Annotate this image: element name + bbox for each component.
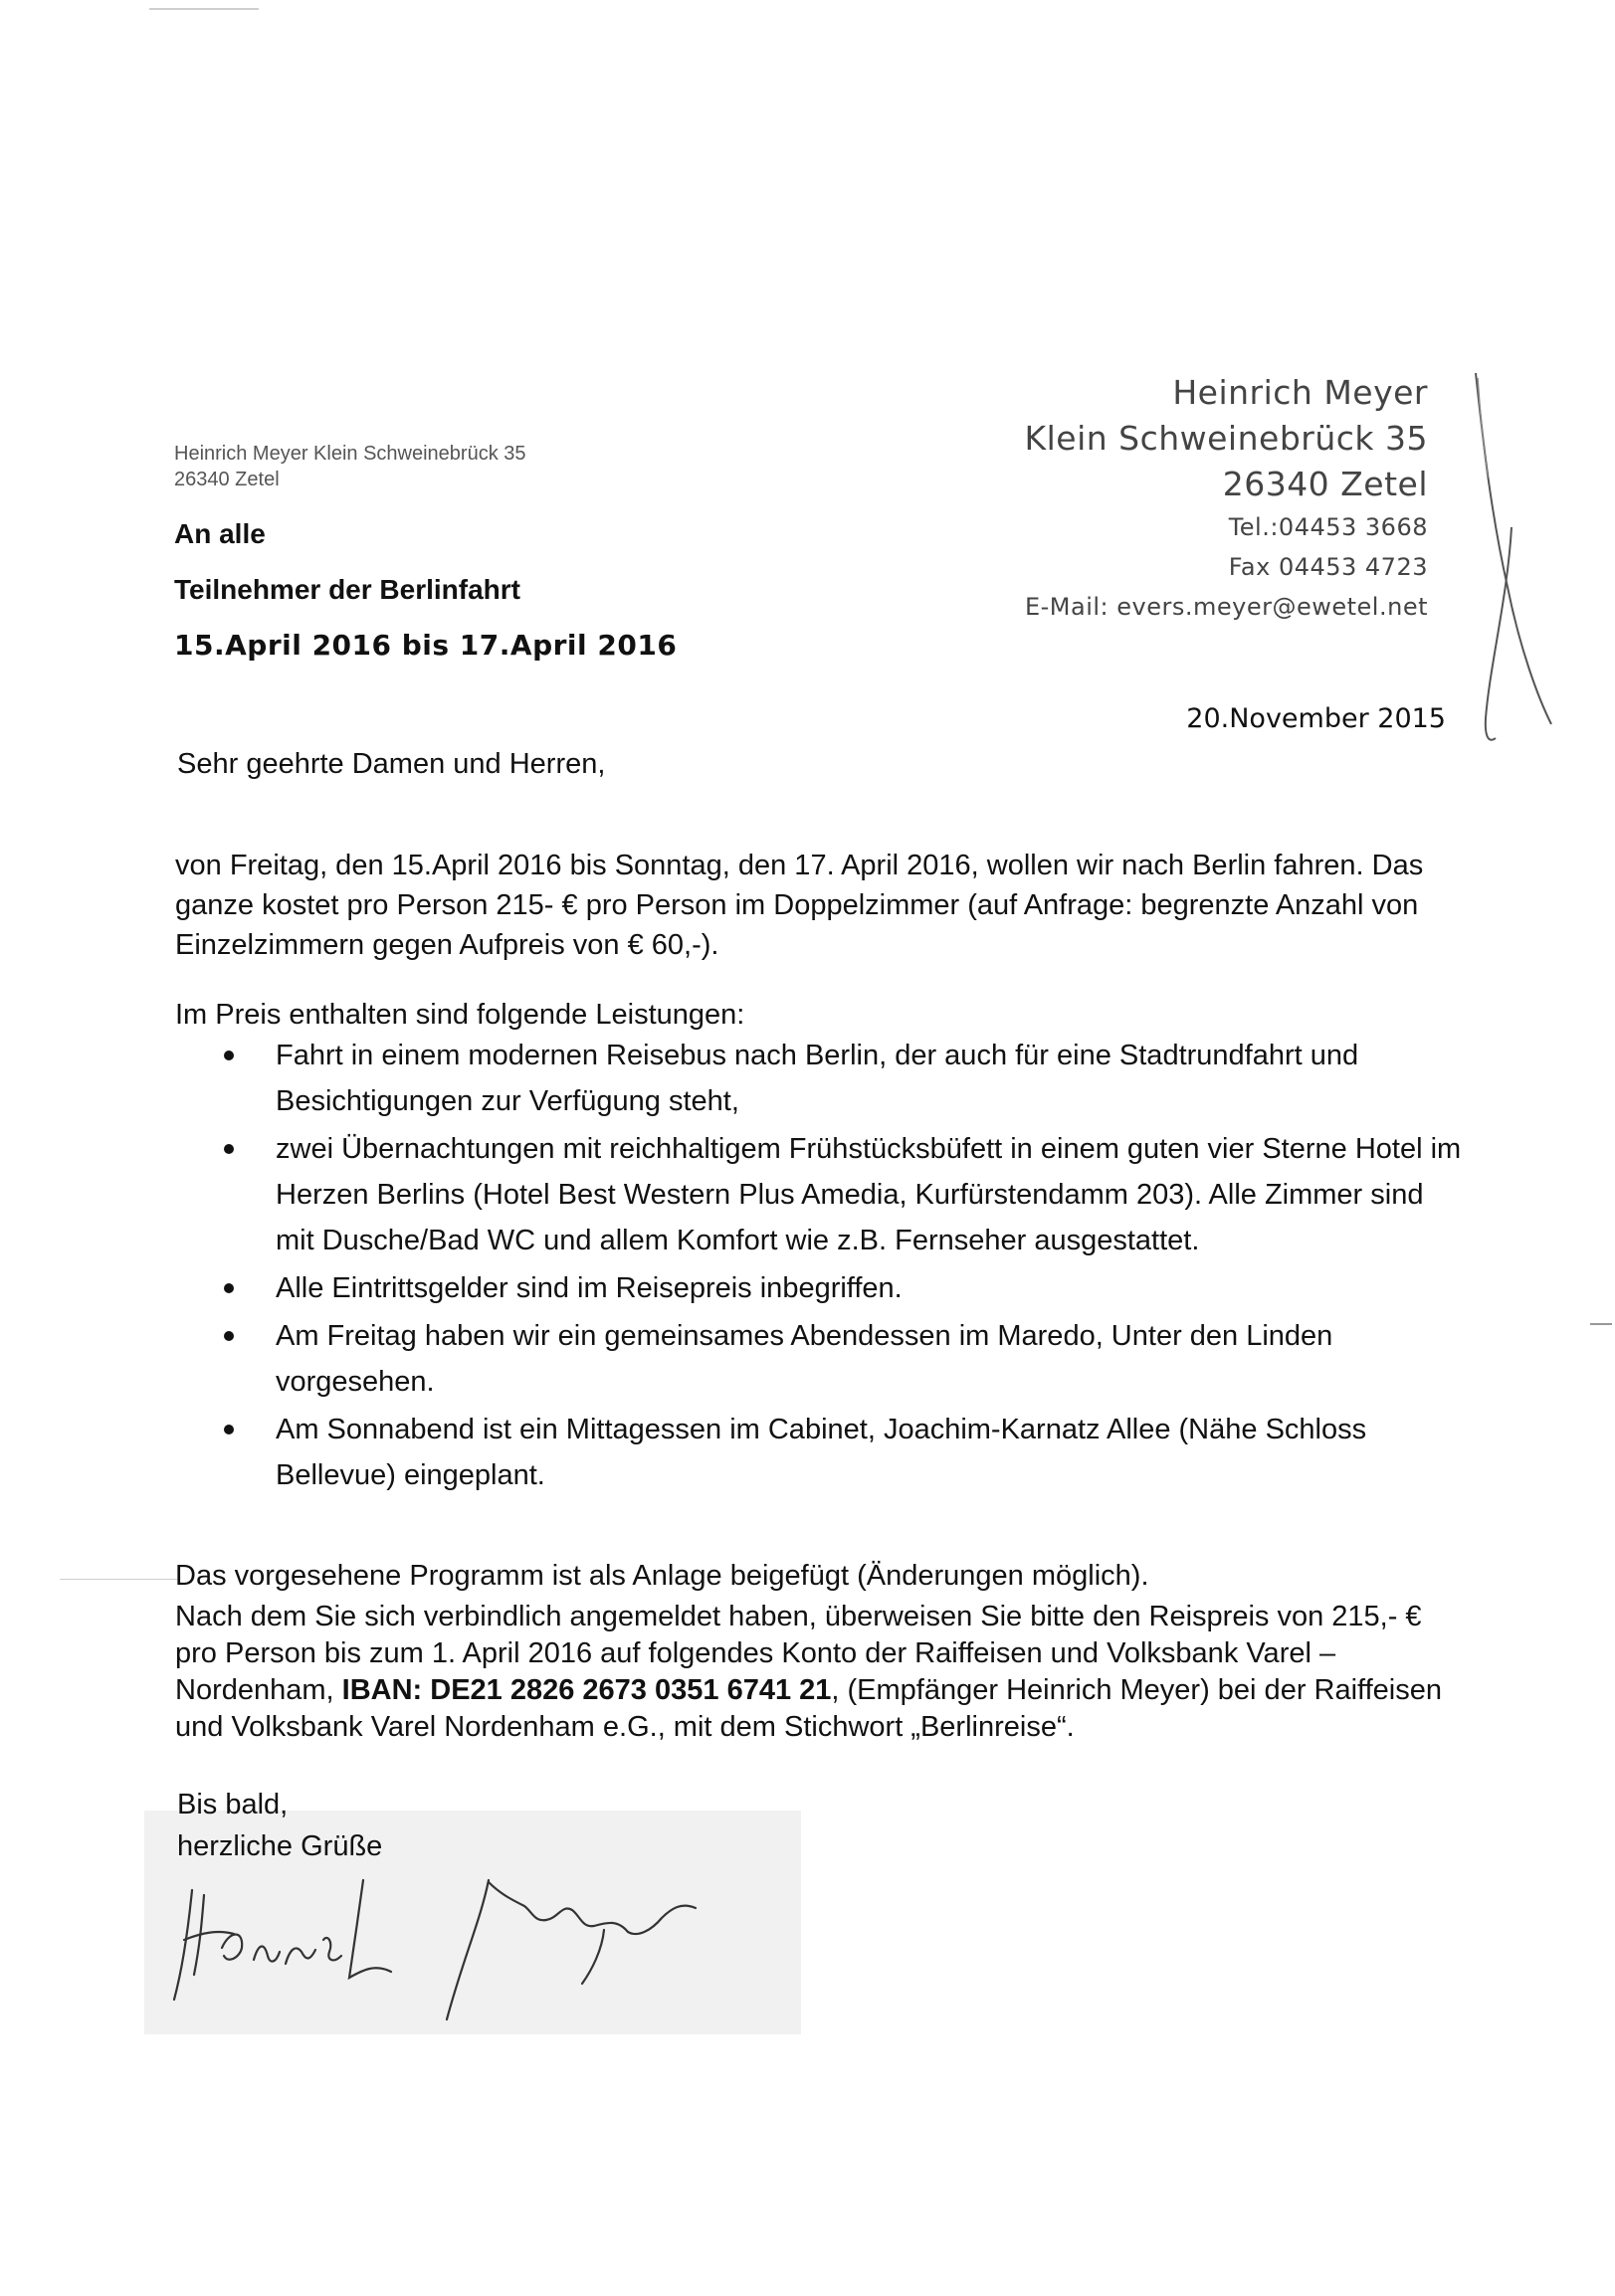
payment-text: , (Empfänger Heinrich Meyer) bei der Raiffeisen und Volksbank Varel Nordenham e.G., mit dem Stichwort „Berlinreise“. [175,1674,1442,1743]
list-item [214,1033,1468,1124]
list-item [214,1126,1468,1263]
scan-artifact [1590,1323,1612,1325]
bullet-icon [224,1144,234,1154]
recipient-line: Teilnehmer der Berlinfahrt [174,574,521,605]
list-item [214,1265,1468,1311]
scan-artifact [149,8,259,10]
list-item-text: Am Sonnabend ist ein Mittagessen im Cabinet, Joachim-Karnatz Allee (Nähe Schloss Bellevue) eingeplant. [276,1414,1367,1491]
letterhead-email: E-Mail: evers.meyer@ewetel.net [1024,593,1428,621]
salutation: Sehr geehrte Damen und Herren, [177,748,606,780]
closing [177,1784,382,1867]
handwritten-signature [164,1860,781,2029]
list-item-text: Alle Eintrittsgelder sind im Reisepreis inbegriffen. [276,1272,903,1304]
included-list [214,1033,1468,1500]
list-item-text: Am Freitag haben wir ein gemeinsames Abendessen im Maredo, Unter den Linden vorgesehen. [276,1320,1333,1398]
payment-paragraph [175,1599,1469,1746]
program-note: Das vorgesehene Programm ist als Anlage beigefügt (Änderungen möglich). [175,1560,1149,1592]
closing-line: herzliche Grüße [177,1830,383,1862]
payment-text: Nach dem Sie sich verbindlich angemeldet haben, überweisen Sie bitte den Reispreis von 215,- € pro Person bis zum 1. April 2016 auf folgendes Konto der Raiffeisen und Volksbank Varel – Nordenham, [175,1601,1422,1706]
letterhead-city: 26340 Zetel [1222,465,1428,503]
iban: IBAN: DE21 2826 2673 0351 6741 21 [341,1674,832,1706]
letter-date: 20.November 2015 [1186,703,1446,734]
included-heading: Im Preis enthalten sind folgende Leistungen: [175,999,745,1031]
sender-return-line: 26340 Zetel [174,469,280,490]
scan-artifact [60,1579,179,1580]
letterhead-phone: Tel.:04453 3668 [1228,513,1428,541]
letterhead-fax: Fax 04453 4723 [1228,553,1428,581]
sender-return-line: Heinrich Meyer Klein Schweinebrück 35 [174,443,526,465]
list-item [214,1407,1468,1498]
closing-line: Bis bald, [177,1789,289,1820]
bullet-icon [224,1331,234,1341]
list-item-text: zwei Übernachtungen mit reichhaltigem Frühstücksbüfett in einem guten vier Sterne Hotel im Herzen Berlins (Hotel Best Western Plus Amedia, Kurfürstendamm 203). Alle Zimmer sind mit Dusche/Bad WC und allem Komfort wie z.B. Fernseher ausgestattet. [276,1133,1462,1256]
bullet-icon [224,1051,234,1060]
recipient-line: 15.April 2016 bis 17.April 2016 [174,629,678,662]
intro-paragraph: von Freitag, den 15.April 2016 bis Sonntag, den 17. April 2016, wollen wir nach Berlin fahren. Das ganze kostet pro Person 215- € pro Person im Doppelzimmer (auf Anfrage: begrenzte Anzahl von Einzelzimmern gegen Aufpreis von € 60,-). [175,850,1424,961]
recipient-block [174,512,677,668]
letterhead-name: Heinrich Meyer [1172,373,1428,412]
bullet-icon [224,1425,234,1435]
letterhead-street: Klein Schweinebrück 35 [1024,419,1428,458]
recipient-line: An alle [174,518,266,549]
sender-return-address [174,441,526,492]
list-item [214,1313,1468,1405]
letterhead [1024,370,1428,627]
bullet-icon [224,1283,234,1293]
margin-pen-mark [1468,368,1557,766]
list-item-text: Fahrt in einem modernen Reisebus nach Berlin, der auch für eine Stadtrundfahrt und Besichtigungen zur Verfügung steht, [276,1040,1359,1117]
